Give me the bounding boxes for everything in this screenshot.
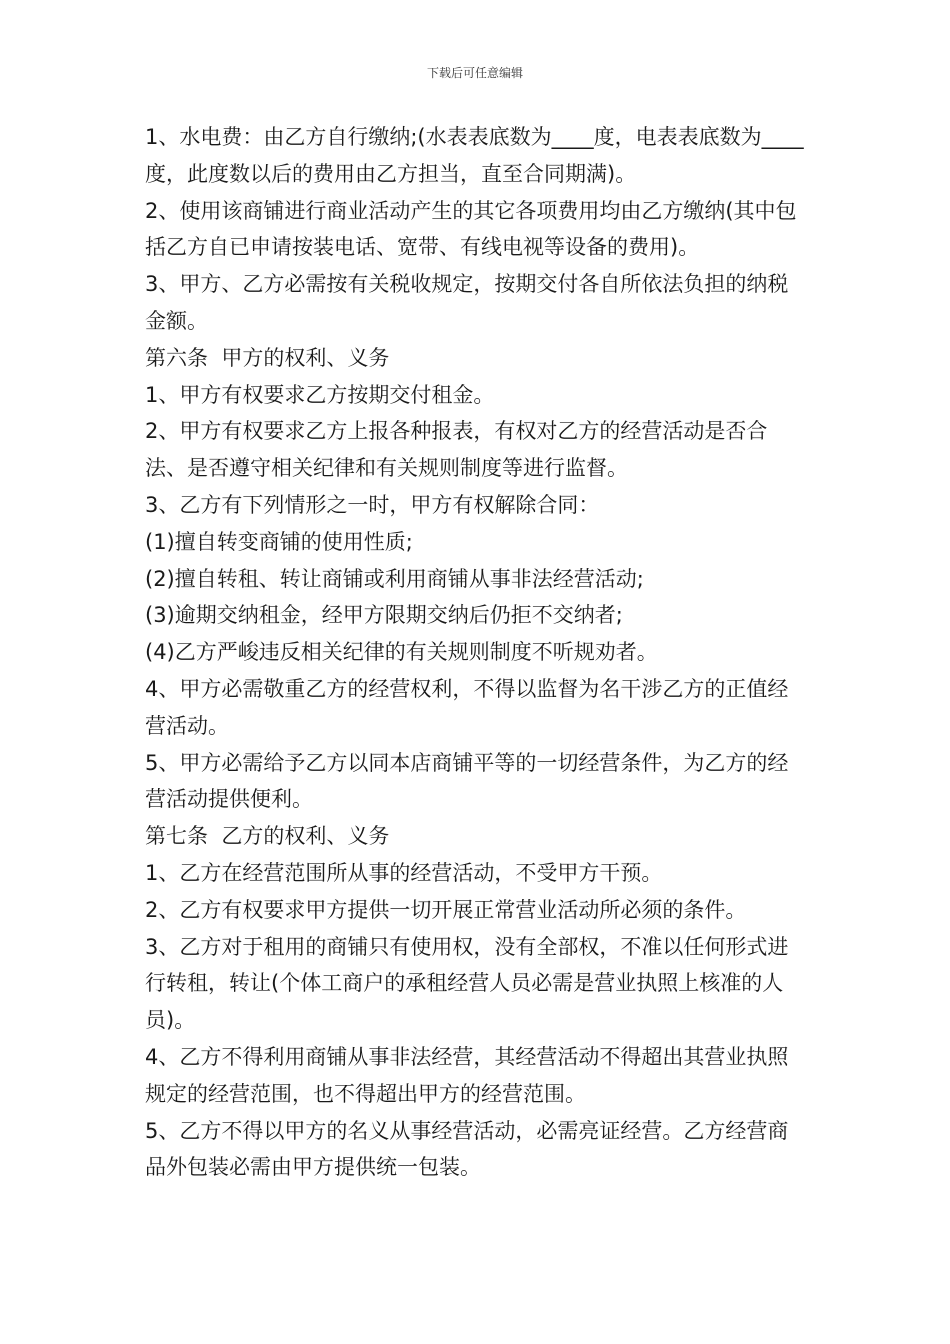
paragraph: 3、乙方有下列情形之一时，甲方有权解除合同： [145,492,600,517]
paragraph: 2、使用该商铺进行商业活动产生的其它各项费用均由乙方缴纳(其中包括乙方自已申请按装电话、宽带、有线电视等设备的费用)。 [145,198,797,260]
paragraph: 2、甲方有权要求乙方上报各种报表，有权对乙方的经营活动是否合法、是否遵守相关纪律和有关规则制度等进行监督。 [145,419,768,481]
list-item: (2)擅自转租、转让商铺或利用商铺从事非法经营活动; [145,566,644,591]
paragraph: 2、乙方有权要求甲方提供一切开展正常营业活动所必须的条件。 [145,897,747,922]
page-header: 下载后可任意编辑 [426,66,523,80]
paragraph: 4、乙方不得利用商铺从事非法经营，其经营活动不得超出其营业执照规定的经营范围，也不得超出甲方的经营范围。 [145,1044,789,1106]
document-body [145,119,809,1186]
list-item: (1)擅自转变商铺的使用性质; [145,529,413,554]
paragraph: 1、乙方在经营范围所从事的经营活动，不受甲方干预。 [145,860,663,885]
list-item: (4)乙方严峻违反相关纪律的有关规则制度不听规劝者。 [145,640,658,665]
paragraph: 5、甲方必需给予乙方以同本店商铺平等的一切经营条件，为乙方的经营活动提供便利。 [145,750,789,812]
section-heading: 第六条 甲方的权利、义务 [145,345,390,370]
paragraph: 1、甲方有权要求乙方按期交付租金。 [145,382,495,407]
paragraph: 4、甲方必需敬重乙方的经营权利，不得以监督为名干涉乙方的正值经营活动。 [145,676,789,738]
list-item: (3)逾期交纳租金，经甲方限期交纳后仍拒不交纳者; [145,603,623,628]
section-heading: 第七条 乙方的权利、义务 [145,824,390,849]
paragraph: 3、甲方、乙方必需按有关税收规定，按期交付各自所依法负担的纳税金额。 [145,272,789,333]
paragraph: 3、乙方对于租用的商铺只有使用权，没有全部权，不准以任何形式进行转租，转让(个体工商户的承租经营人员必需是营业执照上核准的人员)。 [145,934,789,1033]
paragraph: 5、乙方不得以甲方的名义从事经营活动，必需亮证经营。乙方经营商品外包装必需由甲方提供统一包装。 [145,1118,789,1180]
paragraph: 1、水电费：由乙方自行缴纳;(水表表底数为____度，电表表底数为____度，此度数以后的费用由乙方担当，直至合同期满)。 [145,125,804,186]
